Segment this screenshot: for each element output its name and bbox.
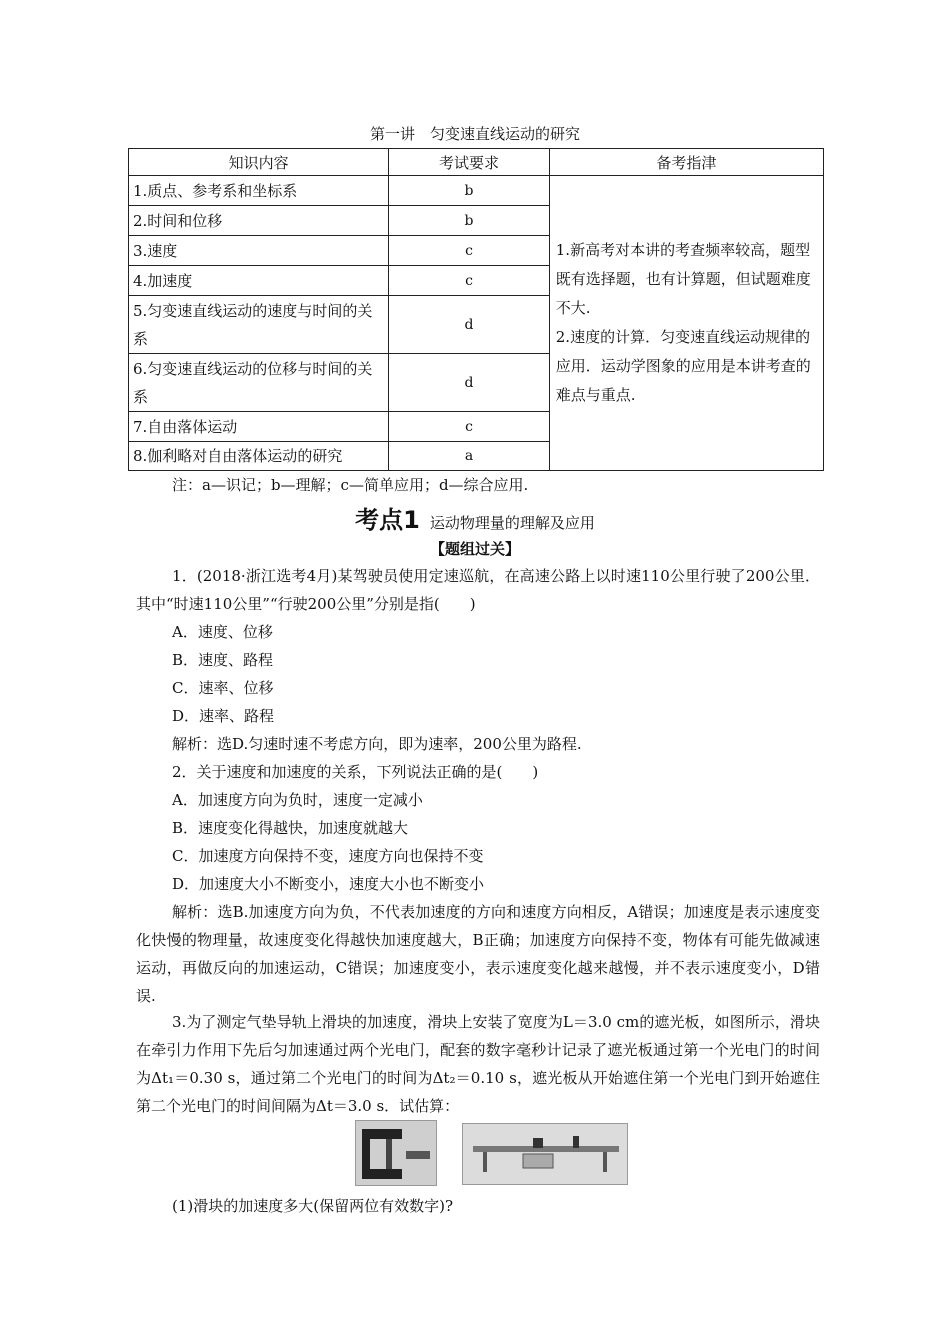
knowledge-cell: 3.速度 bbox=[129, 236, 389, 266]
knowledge-cell: 5.匀变速直线运动的速度与时间的关系 bbox=[129, 296, 389, 354]
knowledge-cell: 6.匀变速直线运动的位移与时间的关系 bbox=[129, 354, 389, 412]
knowledge-cell: 1.质点、参考系和坐标系 bbox=[129, 176, 389, 206]
q2-stem: 2．关于速度和加速度的关系，下列说法正确的是( ) bbox=[172, 763, 539, 781]
air-track-setup-photo bbox=[462, 1123, 628, 1185]
guide-text: 1.新高考对本讲的考查频率较高，题型既有选择题，也有计算题，但试题难度不大. 2.速度的计算．匀变速直线运动规律的应用．运动学图象的应用是本讲考查的难点与重点. bbox=[555, 241, 811, 404]
q1-stem: 1．(2018·浙江选考4月)某驾驶员使用定速巡航，在高速公路上以时速110公里行驶了200公里．其中“时速110公里”“行驶200公里”分别是指( ) bbox=[136, 567, 820, 613]
header-guide: 备考指津 bbox=[549, 149, 823, 176]
section-heading bbox=[0, 500, 950, 535]
air-track-slider-photo bbox=[355, 1120, 437, 1186]
section-number: 考点1 bbox=[355, 506, 420, 534]
q2-option-b: B．速度变化得越快，加速度就越大 bbox=[172, 819, 409, 837]
requirement-cell: d bbox=[389, 354, 550, 412]
page-title: 第一讲 匀变速直线运动的研究 bbox=[369, 125, 580, 143]
q1-answer: 解析：选D.匀速时速不考虑方向，即为速率，200公里为路程. bbox=[172, 735, 582, 753]
requirement-cell: c bbox=[389, 266, 550, 296]
q1-option-d: D．速率、路程 bbox=[172, 707, 275, 725]
group-heading: 【题组过关】 bbox=[429, 540, 520, 558]
q2-option-a: A．加速度方向为负时，速度一定减小 bbox=[172, 791, 423, 809]
knowledge-cell: 2.时间和位移 bbox=[129, 206, 389, 236]
q3-sub1: (1)滑块的加速度多大(保留两位有效数字)? bbox=[172, 1197, 453, 1215]
q1-option-c: C．速率、位移 bbox=[172, 679, 274, 697]
q1-option-a: A．速度、位移 bbox=[172, 623, 273, 641]
requirement-cell: b bbox=[389, 176, 550, 206]
q3-stem: 3.为了测定气垫导轨上滑块的加速度，滑块上安装了宽度为L＝3.0 cm的遮光板，如图所示，滑块在牵引力作用下先后匀加速通过两个光电门，配套的数字毫秒计记录了遮光板通过第一个光电门的时间为Δt₁＝0.30 s，通过第二个光电门的时间为Δt₂＝0.10 s，遮光板从开始遮住第一个光电门到开始遮住第二个光电门的时间间隔为Δt＝3.0 s．试估算： bbox=[136, 1013, 820, 1115]
table-note: 注：a—识记；b—理解；c—简单应用；d—综合应用. bbox=[172, 476, 529, 494]
q2-option-d: D．加速度大小不断变小，速度大小也不断变小 bbox=[172, 875, 485, 893]
knowledge-cell: 4.加速度 bbox=[129, 266, 389, 296]
requirements-table bbox=[128, 148, 824, 471]
knowledge-cell: 8.伽利略对自由落体运动的研究 bbox=[129, 442, 389, 471]
q2-answer: 解析：选B.加速度方向为负，不代表加速度的方向和速度方向相反，A错误；加速度是表示速度变化快慢的物理量，故速度变化得越快加速度越大，B正确；加速度方向保持不变，物体有可能先做减速运动，再做反向的加速运动，C错误；加速度变小，表示速度变化越来越慢，并不表示速度变小，D错误. bbox=[136, 903, 820, 1005]
knowledge-cell: 7.自由落体运动 bbox=[129, 412, 389, 442]
requirement-cell: c bbox=[389, 412, 550, 442]
guide-cell bbox=[549, 176, 823, 471]
q2-option-c: C．加速度方向保持不变，速度方向也保持不变 bbox=[172, 847, 484, 865]
header-knowledge: 知识内容 bbox=[129, 149, 389, 176]
header-requirement: 考试要求 bbox=[389, 149, 550, 176]
section-subtitle: 运动物理量的理解及应用 bbox=[429, 514, 595, 532]
q1-option-b: B．速度、路程 bbox=[172, 651, 274, 669]
requirement-cell: d bbox=[389, 296, 550, 354]
table-row bbox=[129, 176, 824, 206]
requirement-cell: b bbox=[389, 206, 550, 236]
requirement-cell: c bbox=[389, 236, 550, 266]
requirement-cell: a bbox=[389, 442, 550, 471]
table-header-row bbox=[129, 149, 824, 176]
